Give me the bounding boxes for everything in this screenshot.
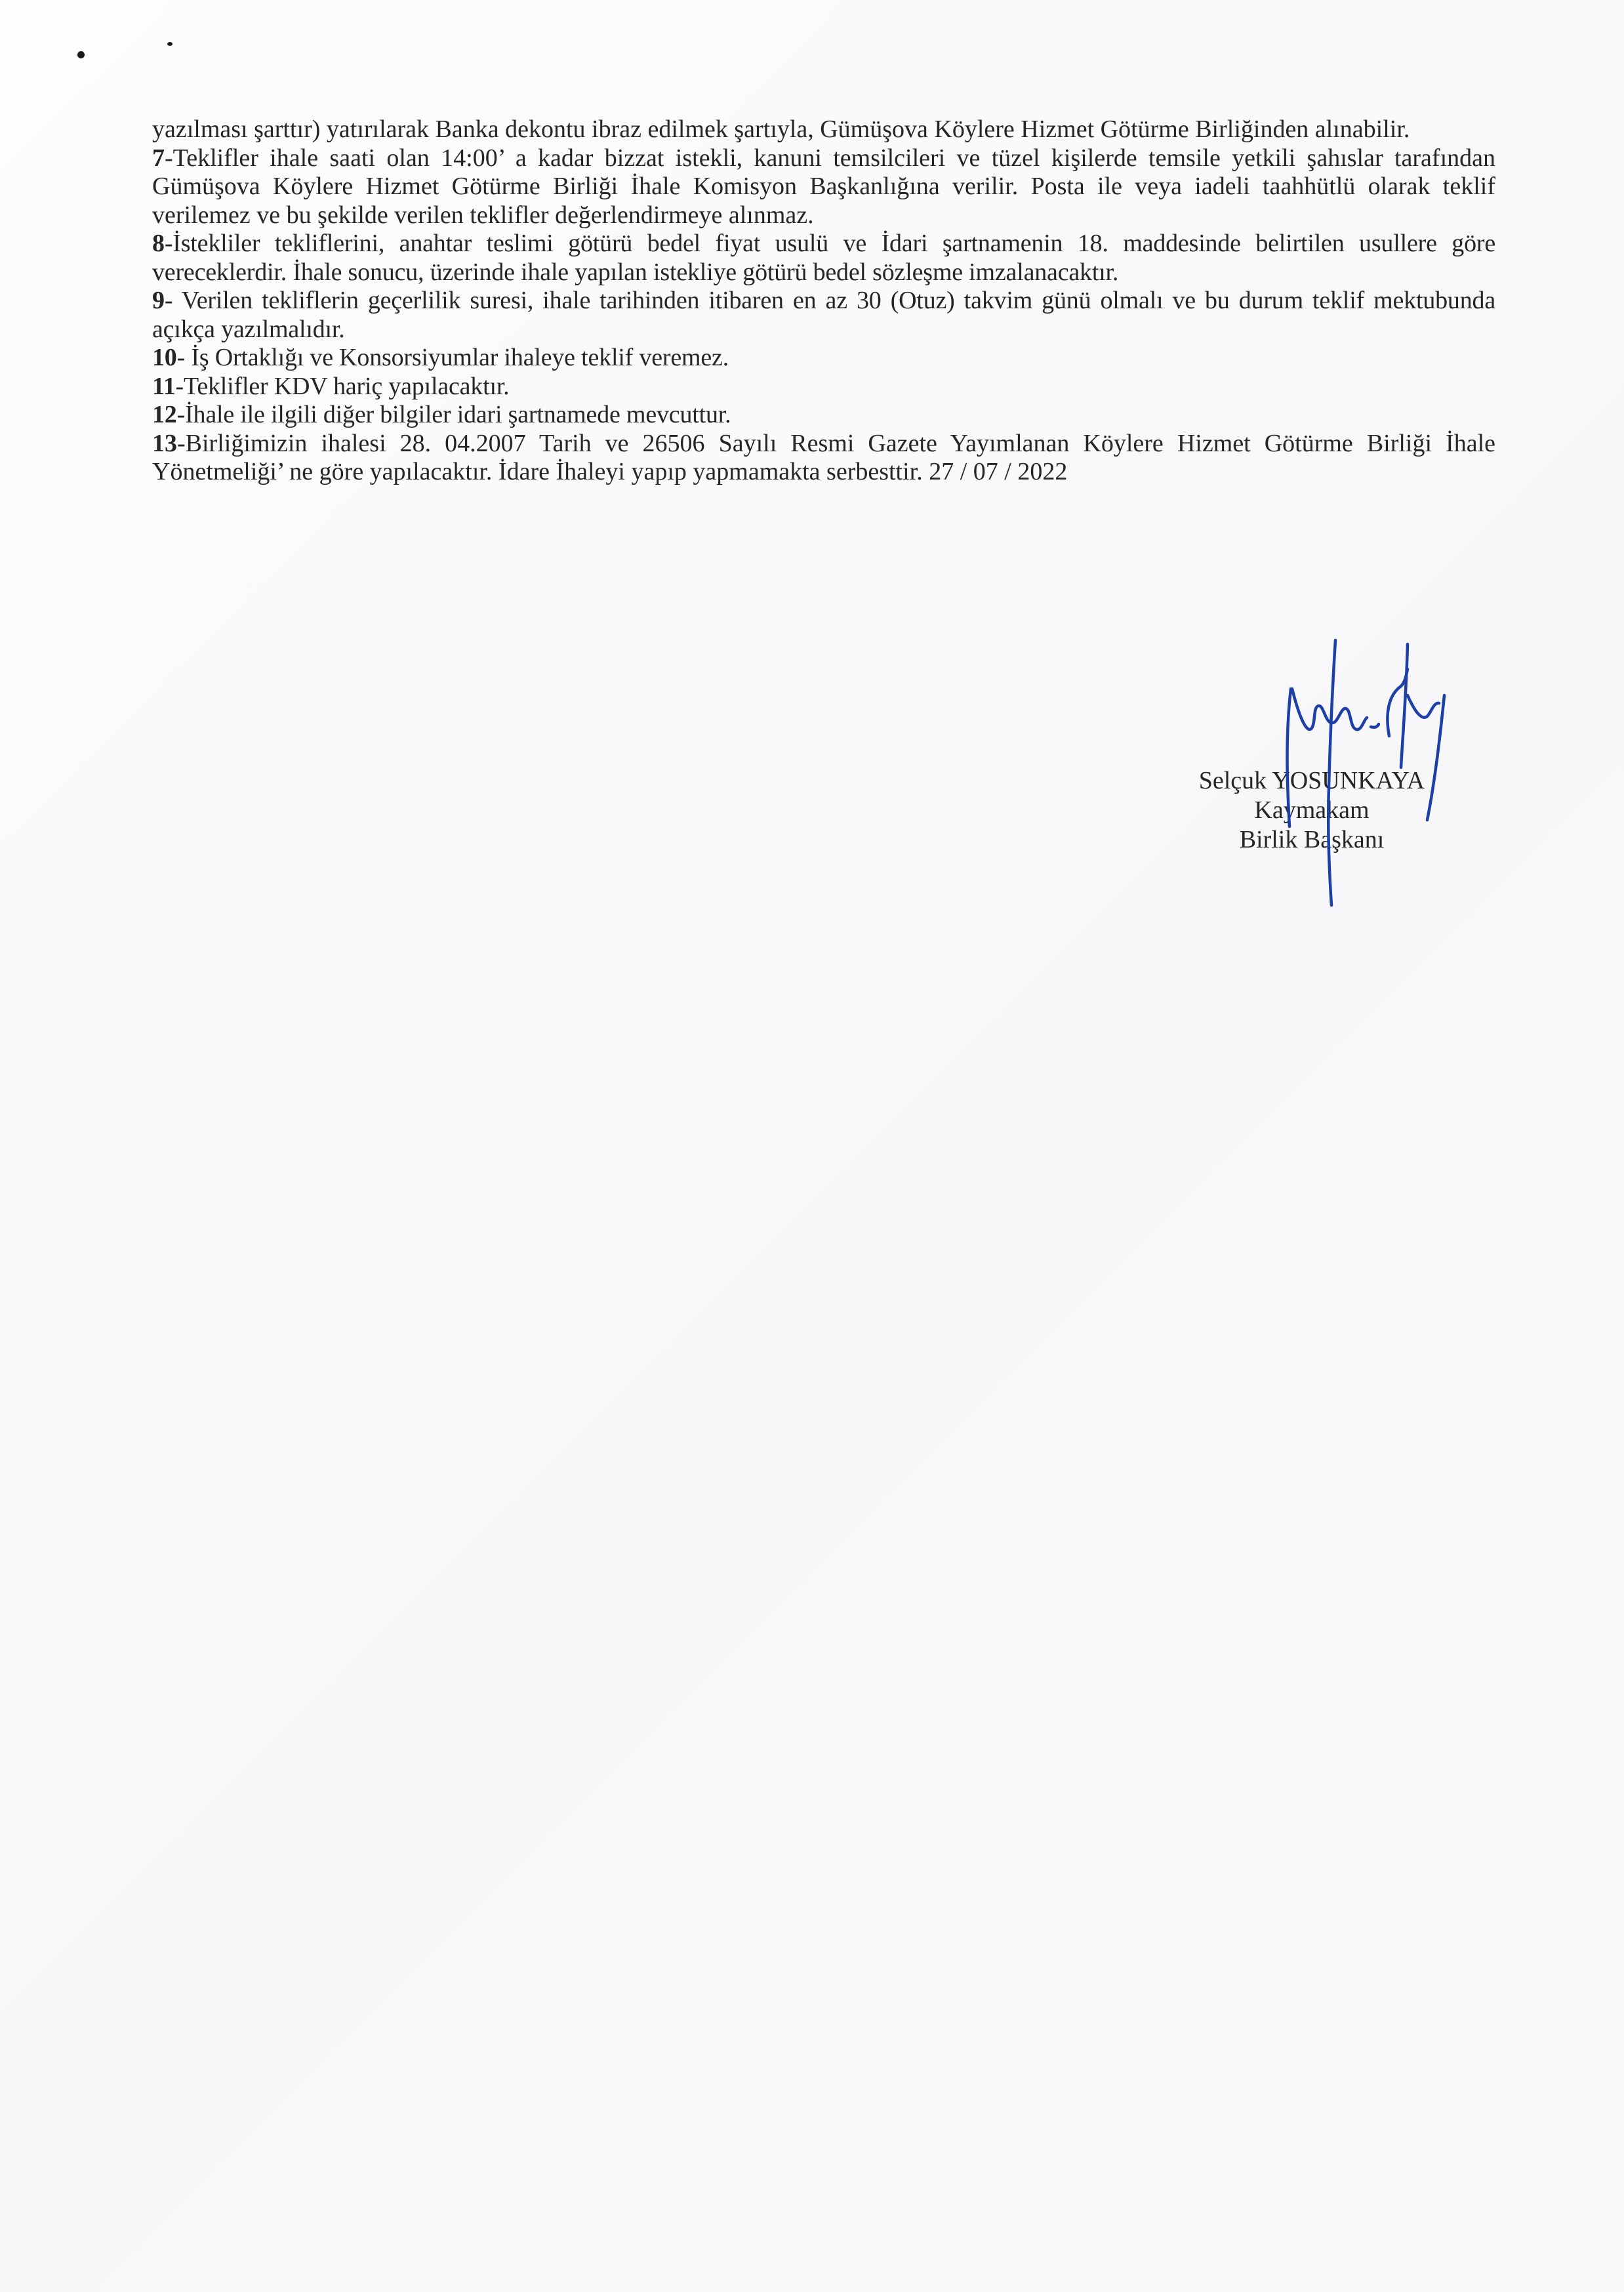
item-number: 10	[152, 344, 177, 371]
signatory-name: Selçuk YOSUNKAYA	[1198, 767, 1425, 794]
paragraph-text: yazılması şarttır) yatırılarak Banka dekontu ibraz edilmek şartıyla, Gümüşova Köylere Hizmet Götürme Birliğinden alınabilir.	[152, 115, 1410, 143]
paragraph-item-9	[152, 287, 1495, 344]
paragraph-text: - Verilen tekliflerin geçerlilik suresi, ihale tarihinden itibaren en az 30 (Otuz) takvim günü olmalı ve bu durum teklif mektubunda açıkça yazılmalıdır.	[152, 287, 1495, 343]
paragraph-text: -Birliğimizin ihalesi 28. 04.2007 Tarih ve 26506 Sayılı Resmi Gazete Yayımlanan Köylere Hizmet Götürme Birliği İhale Yönetmeliği’ ne göre yapılacaktır. İdare İhaleyi yapıp yapmamakta serbesttir. 27 / 07 / 2022	[152, 429, 1495, 485]
item-number: 13	[152, 429, 177, 457]
signatory-role: Birlik Başkanı	[1239, 826, 1385, 853]
item-number: 11	[152, 372, 176, 400]
document-body	[152, 115, 1495, 487]
signatory-title: Kaymakam	[1254, 796, 1370, 824]
paragraph-text: -İstekliler tekliflerini, anahtar teslimi götürü bedel fiyat usulü ve İdari şartnamenin 18. maddesinde belirtilen usullere göre vereceklerdir. İhale sonucu, üzerinde ihale yapılan istekliye götürü bedel sözleşme imzalanacaktır.	[152, 230, 1495, 286]
paragraph-text: -Teklifler KDV hariç yapılacaktır.	[175, 372, 510, 400]
item-number: 7	[152, 144, 165, 172]
scan-speck	[77, 51, 85, 58]
paragraph-text: -Teklifler ihale saati olan 14:00’ a kadar bizzat istekli, kanuni temsilcileri ve tüzel kişilerde temsile yetkili şahıslar tarafından Gümüşova Köylere Hizmet Götürme Birliği İhale Komisyon Başkanlığına verilir. Posta ile veya iadeli taahhütlü olarak teklif verilemez ve bu şekilde verilen teklifler değerlendirmeye alınmaz.	[152, 144, 1495, 229]
paragraph-item-7	[152, 144, 1495, 230]
item-number: 9	[152, 287, 165, 314]
paragraph-text: -İhale ile ilgili diğer bilgiler idari şartnamede mevcuttur.	[176, 401, 731, 428]
handwritten-signature	[1272, 630, 1495, 912]
scan-speck	[167, 42, 173, 46]
item-number: 8	[152, 230, 165, 257]
paragraph-item-11	[152, 373, 1495, 401]
paragraph-item-13	[152, 430, 1495, 487]
paragraph-text: - İş Ortaklığı ve Konsorsiyumlar ihaleye teklif veremez.	[176, 344, 729, 371]
paragraph-item-10	[152, 344, 1495, 373]
paragraph-item-12	[152, 401, 1495, 430]
paragraph-continuation	[152, 115, 1495, 144]
paragraph-item-8	[152, 230, 1495, 287]
item-number: 12	[152, 401, 177, 428]
